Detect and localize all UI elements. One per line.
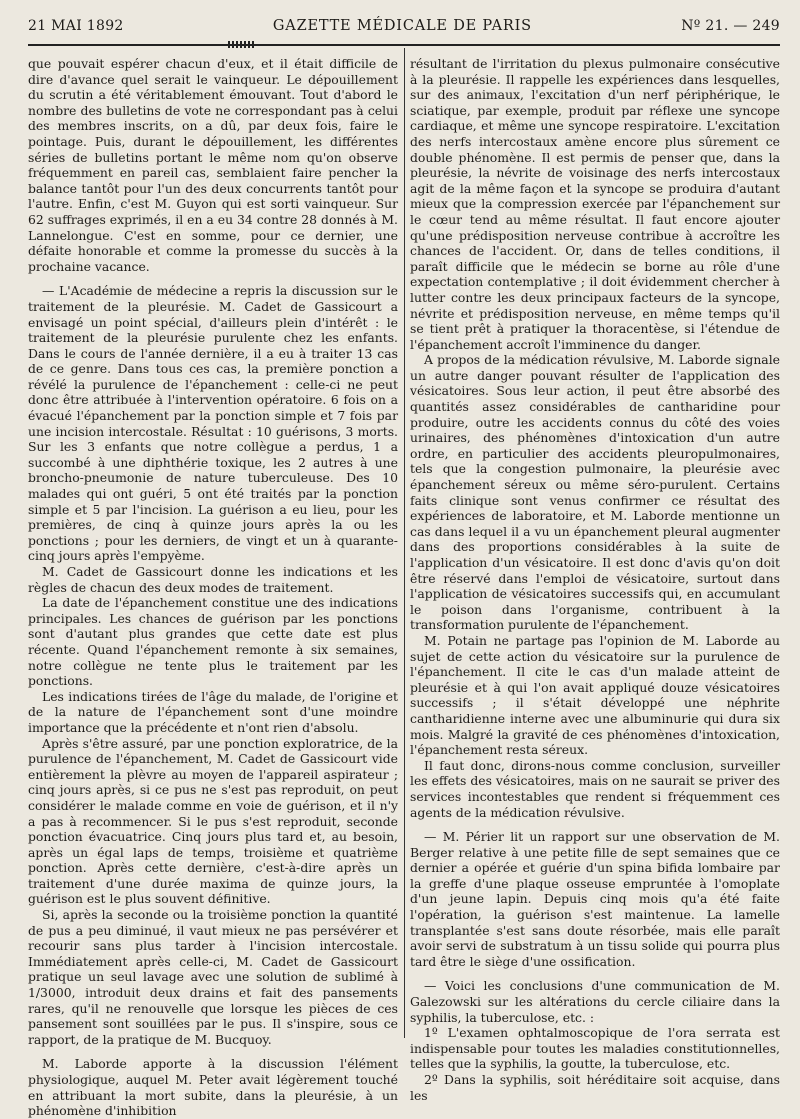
issue-date: 21 MAI 1892: [28, 18, 124, 34]
paragraph: — Voici les conclusions d'une communication de M. Galezowski sur les altérations du cercle ciliaire dans la syphilis, la tuberculose, etc. :: [410, 978, 780, 1025]
right-column: [410, 56, 780, 1119]
paragraph: Il faut donc, dirons-nous comme conclusion, surveiller les effets des vésicatoires, mais on ne saurait se priver des services incontestables que rendent si fréquemment ces agents de la médication révulsive.: [410, 757, 780, 820]
paragraph: M. Laborde apporte à la discussion l'élément physiologique, auquel M. Peter avait légèrement touché en attribuant la mort subite, dans la pleurésie, à un phénomène d'inhibition: [28, 1056, 398, 1119]
page-header: [28, 18, 780, 40]
paragraph: résultant de l'irritation du plexus pulmonaire consécutive à la pleurésie. Il rappelle les expériences dans lesquelles, sur des animaux, l'excitation d'un nerf périphérique, le sciatique, par exemple, produit par réflexe une syncope cardiaque, et même une syncope respiratoire. L'excitation des nerfs intercostaux amène encore plus sûrement ce double phénomène. Il est permis de penser que, dans la pleurésie, la névrite de voisinage des nerfs intercostaux agit de la même façon et la syncope se produira d'autant mieux que la compression exercée par l'épanchement sur le cœur tend au même résultat. Il faut encore ajouter qu'une prédisposition nerveuse contribue à accroître les chances de l'accident. Or, dans de telles conditions, il paraît difficile que le médecin se borne au rôle d'une expectation contemplative ; il doit évidemment chercher à lutter contre les deux principaux facteurs de la syncope, névrite et prédisposition nerveuse, en même temps qu'il se tient prêt à pratiquer la thoracentèse, si l'étendue de l'épanchement accroît l'imminence du danger.: [410, 56, 780, 352]
paragraph: M. Cadet de Gassicourt donne les indications et les règles de chacun des deux modes de traitement.: [28, 564, 398, 595]
article-columns: [28, 56, 780, 1119]
column-separator: [404, 48, 405, 1038]
paragraph: — L'Académie de médecine a repris la discussion sur le traitement de la pleurésie. M. Cadet de Gassicourt a envisagé un point spécial, d'ailleurs plein d'intérêt : le traitement de la pleurésie purulente chez les enfants. Dans le cours de l'année dernière, il a eu à traiter 13 cas de ce genre. Dans tous ces cas, la première ponction a révélé la purulence de l'épanchement : celle-ci ne peut donc être attribuée à l'intervention opératoire. 6 fois on a évacué l'épanchement par la ponction simple et 7 fois par une incision intercostale. Résultat : 10 guérisons, 3 morts. Sur les 3 enfants que notre collègue a perdus, 1 a succombé à une diphthérie toxique, les 2 autres à une broncho-pneumonie de nature tuberculeuse. Des 10 malades qui ont guéri, 5 ont été traités par la ponction simple et 5 par l'incision. La guérison a eu lieu, pour les premières, de cinq à quinze jours après la ou les ponctions ; pour les derniers, de vingt et un à quarante-cinq jours après l'empyème.: [28, 283, 398, 564]
paragraph: Après s'être assuré, par une ponction exploratrice, de la purulence de l'épanchement, M. Cadet de Gassicourt vide entièrement la plèvre au moyen de l'appareil aspirateur ; cinq jours après, si ce pus ne s'est pas reproduit, on peut considérer le malade comme en voie de guérison, et il n'y a pas à recommencer. Si le pus s'est reproduit, seconde ponction évacuatrice. Cinq jours plus tard et, au besoin, après un égal laps de temps, troisième et quatrième ponction. Après cette dernière, c'est-à-dire après un traitement d'une durée maxima de quinze jours, la guérison est le plus souvent définitive.: [28, 735, 398, 907]
page-number: Nº 21. — 249: [681, 18, 780, 34]
paragraph: La date de l'épanchement constitue une des indications principales. Les chances de guérison par les ponctions sont d'autant plus grandes que cette date est plus récente. Quand l'épanchement remonte à six semaines, notre collègue ne tente plus le traitement par les ponctions.: [28, 595, 398, 689]
journal-title: GAZETTE MÉDICALE DE PARIS: [272, 18, 532, 34]
paragraph: Si, après la seconde ou la troisième ponction la quantité de pus a peu diminué, il vaut mieux ne pas persévérer et recourir sans plus tarder à l'incision intercostale. Immédiatement après celle-ci, M. Cadet de Gassicourt pratique un seul lavage avec une solution de sublimé à 1/3000, introduit deux drains et fait des pansements rares, qu'il ne renouvelle que lorsque les pièces de ces pansement sont souillées par le pus. Il s'inspire, sous ce rapport, de la pratique de M. Bucquoy.: [28, 907, 398, 1047]
paragraph: que pouvait espérer chacun d'eux, et il était difficile de dire d'avance quel serait le vainqueur. Le dépouillement du scrutin a été véritablement émouvant. Tout d'abord le nombre des bulletins de vote ne correspondant pas à celui des membres inscrits, on a dû, par deux fois, faire le pointage. Puis, durant le dépouillement, les différentes séries de bulletins portant le même nom qu'on observe fréquemment en pareil cas, semblaient faire pencher la balance tantôt pour l'un des deux concurrents tantôt pour l'autre. Enfin, c'est M. Guyon qui est sorti vainqueur. Sur 62 suffrages exprimés, il en a eu 34 contre 28 donnés à M. Lannelongue. C'est en somme, pour ce dernier, une défaite honorable et comme la promesse du succès à la prochaine vacance.: [28, 56, 398, 274]
rule-ornament: [228, 41, 254, 48]
paragraph: Les indications tirées de l'âge du malade, de l'origine et de la nature de l'épanchement sont d'une moindre importance que la précédente et n'ont rien d'absolu.: [28, 688, 398, 735]
header-rule: [28, 44, 780, 46]
paragraph: 2º Dans la syphilis, soit héréditaire soit acquise, dans les: [410, 1072, 780, 1103]
paragraph: M. Potain ne partage pas l'opinion de M. Laborde au sujet de cette action du vésicatoire sur la purulence de l'épanchement. Il cite le cas d'un malade atteint de pleurésie et à qui l'on avait appliqué douze vésicatoires successifs ; il s'était développé une néphrite cantharidienne interne avec une albuminurie qui dura six mois. Malgré la gravité de ces phénomènes d'intoxication, l'épanchement resta séreux.: [410, 632, 780, 758]
paragraph: — M. Périer lit un rapport sur une observation de M. Berger relative à une petite fille de sept semaines que ce dernier a opérée et guérie d'un spina bifida lombaire par la greffe d'une plaque osseuse empruntée à l'omoplate d'un jeune lapin. Depuis cinq mois qu'a été faite l'opération, la guérison s'est maintenue. La lamelle transplantée s'est sans doute résorbée, mais elle paraît avoir servi de substratum à un tissu solide qui pourra plus tard être le siège d'une ossification.: [410, 829, 780, 969]
paragraph: 1º L'examen ophtalmoscopique de l'ora serrata est indispensable pour toutes les maladies constitutionnelles, telles que la syphilis, la goutte, la tuberculose, etc.: [410, 1025, 780, 1072]
left-column: [28, 56, 398, 1119]
paragraph: A propos de la médication révulsive, M. Laborde signale un autre danger pouvant résulter de l'application des vésicatoires. Sous leur action, il peut être absorbé des quantités assez considérables de cantharidine pour produire, outre les accidents connus du côté des voies urinaires, des phénomènes d'intoxication d'un autre ordre, en particulier des accidents pleuropulmonaires, tels que la congestion pulmonaire, la pleurésie avec épanchement séreux ou même séro-purulent. Certains faits clinique sont venus confirmer ce résultat des expériences de laboratoire, et M. Laborde mentionne un cas dans lequel il a vu un épanchement pleural augmenter dans des proportions considérables à la suite de l'application d'un vésicatoire. Il est donc d'avis qu'on doit être réservé dans l'emploi de vésicatoire, surtout dans l'application de vésicatoires successifs qui, en accumulant le poison dans l'organisme, contribuent à la transformation purulente de l'épanchement.: [410, 352, 780, 633]
